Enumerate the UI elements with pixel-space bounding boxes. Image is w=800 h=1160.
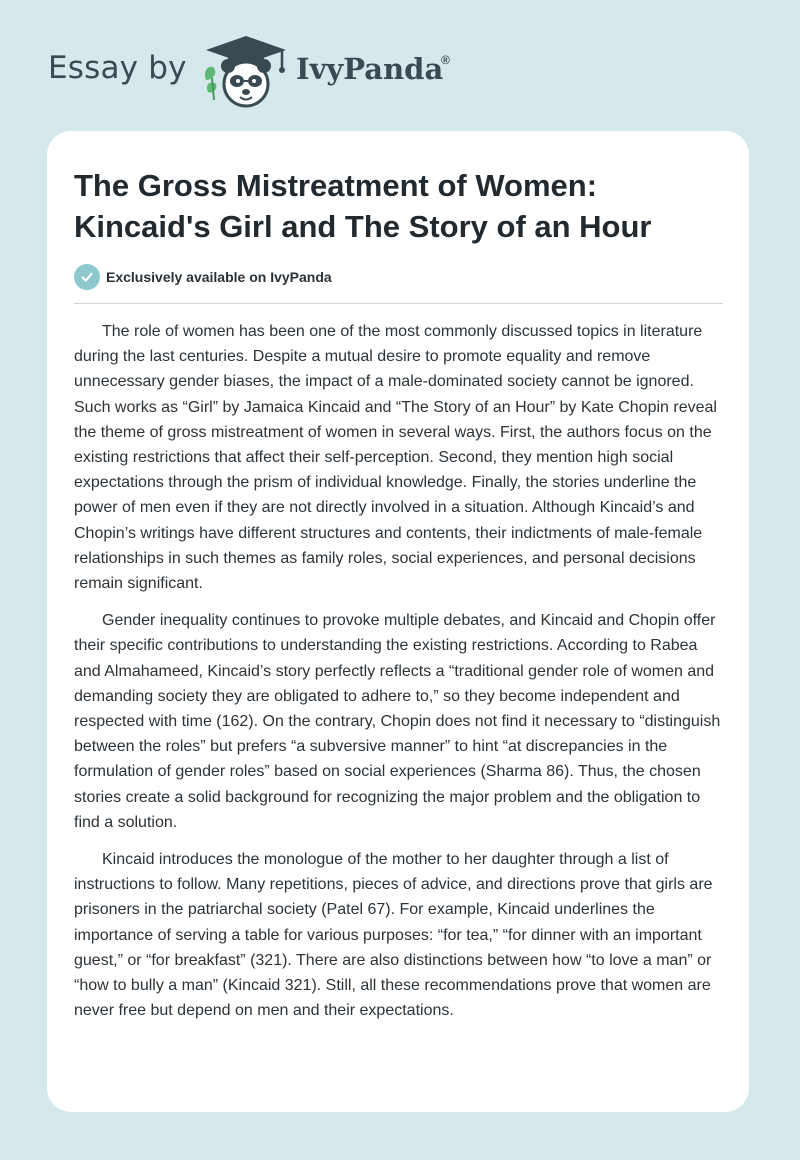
brand-name[interactable]: IvyPanda (296, 52, 444, 86)
paragraph: Kincaid introduces the monologue of the mother to her daughter through a list of instructions to follow. Many repetitions, pieces of advice, and directions prove that girls are prisoners in the patriarchal society (Patel 67). For example, Kincaid underlines the importance of serving a table for various purposes: “for tea,” “for dinner with an important guest,” or “for breakfast” (321). There are also distinctions between how “to love a man” or “how to bully a man” (Kincaid 321). Still, all these recommendations prove that women are never free but depend on men and their expectations. (74, 851, 713, 1020)
essay-by-label: Essay by (48, 50, 187, 86)
check-icon (74, 264, 100, 290)
site-header (0, 0, 800, 130)
paragraph: Gender inequality continues to provoke multiple debates, and Kincaid and Chopin offer their specific contributions to understanding the existing restrictions. According to Rabea and Almahameed, Kincaid’s story perfectly reflects a “traditional gender role of women and demanding society they are obligated to adhere to,” so they become independent and respected with time (162). On the contrary, Chopin does not find it necessary to “distinguish between the roles” but prefers “a subversive manner” to hint “at discrepancies in the formulation of gender roles” based on social experiences (Sharma 86). Thus, the chosen stories create a solid background for recognizing the major problem and the obligation to find a solution. (74, 612, 721, 831)
essay-card (47, 131, 749, 1112)
registered-mark: ® (441, 53, 450, 67)
leaf-icon (205, 67, 216, 100)
badge-label: Exclusively available on IvyPanda (106, 269, 332, 285)
page-title: The Gross Mistreatment of Women: Kincaid's Girl and The Story of an Hour (74, 168, 652, 244)
divider (74, 303, 723, 304)
essay-body (74, 319, 724, 1035)
panda-graduate-icon[interactable] (200, 34, 292, 110)
exclusive-badge (74, 264, 332, 290)
paragraph: The role of women has been one of the most commonly discussed topics in literature during the last centuries. Despite a mutual desire to promote equality and remove unnecessary gender biases, the impact of a male-dominated society cannot be ignored. Such works as “Girl” by Jamaica Kincaid and “The Story of an Hour” by Kate Chopin reveal the theme of gross mistreatment of women in several ways. First, the authors focus on the existing restrictions that affect their self-perception. Second, they mention high social expectations through the prism of individual knowledge. Finally, the stories underline the power of men even if they are not directly involved in a situation. Although Kincaid’s and Chopin’s writings have different structures and contents, their indictments of male-female relationships in such themes as family roles, social experiences, and personal decisions remain significant. (74, 323, 717, 593)
